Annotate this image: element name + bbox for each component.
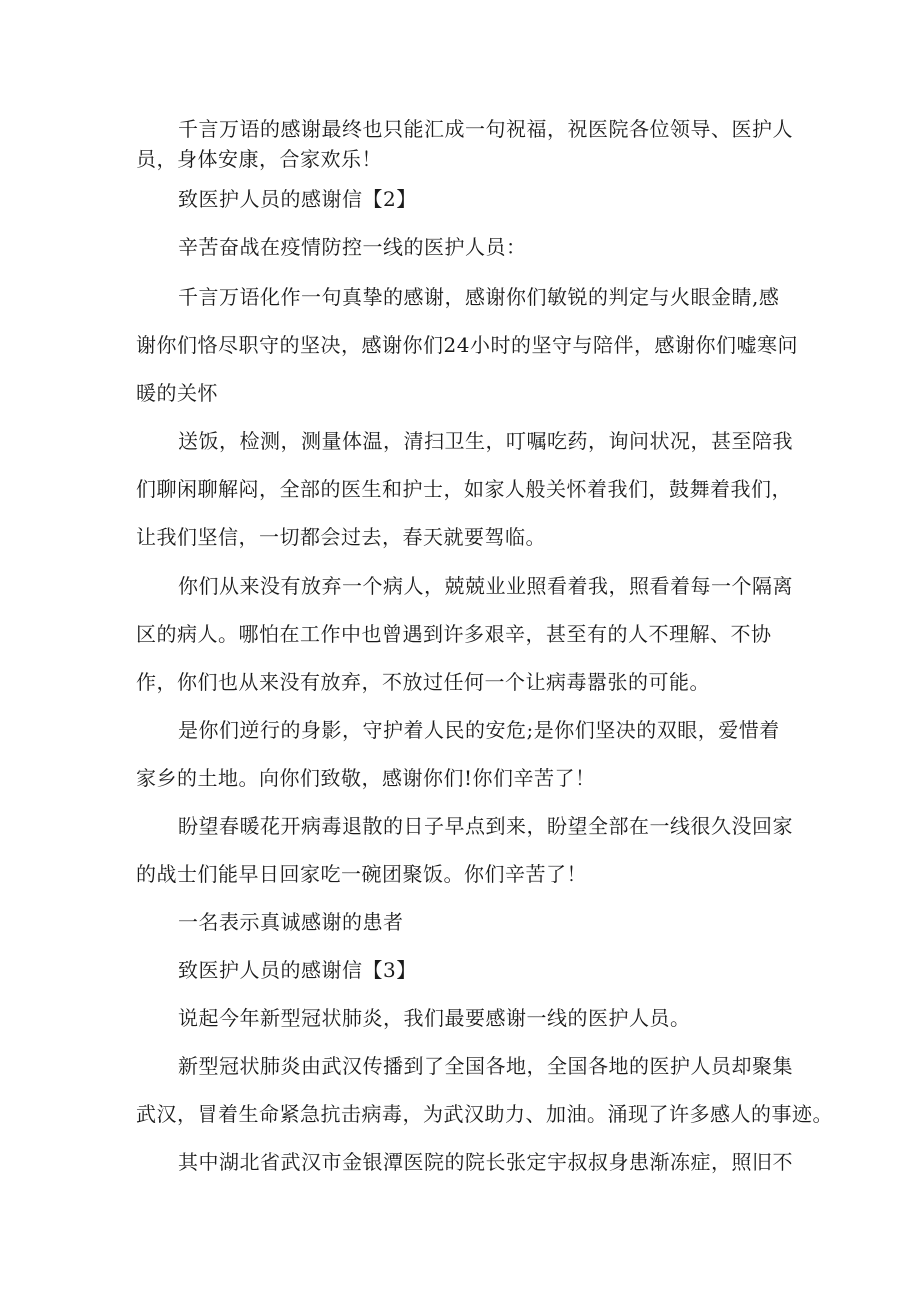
text-line: 家乡的土地。向你们致敬，感谢你们!你们辛苦了！ bbox=[136, 766, 596, 790]
text-line: 盼望春暖花开病毒退散的日子早点到来，盼望全部在一线很久没回家 bbox=[178, 814, 793, 838]
text-line: 新型冠状肺炎由武汉传播到了全国各地，全国各地的医护人员却聚集 bbox=[178, 1054, 793, 1078]
signature: 一名表示真诚感谢的患者 bbox=[178, 910, 404, 934]
text-line: 的战士们能早日回家吃一碗团聚饭。你们辛苦了！ bbox=[136, 862, 587, 886]
text-line: 谢你们恪尽职守的坚决，感谢你们24小时的坚守与陪伴，感谢你们嘘寒问 bbox=[136, 333, 798, 357]
letter-heading: 致医护人员的感谢信【3】 bbox=[178, 958, 417, 982]
text-line: 区的病人。哪怕在工作中也曾遇到许多艰辛，甚至有的人不理解、不协 bbox=[136, 622, 772, 646]
text-line: 你们从来没有放弃一个病人，兢兢业业照看着我，照看着每一个隔离 bbox=[178, 574, 793, 598]
text-line: 说起今年新型冠状肺炎，我们最要感谢一线的医护人员。 bbox=[178, 1006, 691, 1030]
text-line: 千言万语化作一句真挚的感谢，感谢你们敏锐的判定与火眼金睛,感 bbox=[178, 285, 780, 309]
text-line: 作，你们也从来没有放弃，不放过任何一个让病毒嚣张的可能。 bbox=[136, 670, 710, 694]
text-line: 们聊闲聊解闷，全部的医生和护士，如家人般关怀着我们，鼓舞着我们， bbox=[136, 477, 792, 501]
letter-heading: 致医护人员的感谢信【2】 bbox=[178, 187, 417, 211]
text-line: 员，身体安康，合家欢乐！ bbox=[136, 147, 382, 171]
text-line: 千言万语的感谢最终也只能汇成一句祝福，祝医院各位领导、医护人 bbox=[178, 117, 793, 141]
text-line: 其中湖北省武汉市金银潭医院的院长张定宇叔叔身患渐冻症，照旧不 bbox=[178, 1150, 793, 1174]
text-line: 武汉，冒着生命紧急抗击病毒，为武汉助力、加油。涌现了许多感人的事迹。 bbox=[136, 1102, 833, 1126]
text-line: 让我们坚信，一切都会过去，春天就要驾临。 bbox=[136, 525, 546, 549]
text-line: 送饭，检测，测量体温，清扫卫生，叮嘱吃药，询问状况，甚至陪我 bbox=[178, 429, 793, 453]
text-line: 暖的关怀 bbox=[136, 381, 218, 405]
text-line: 是你们逆行的身影，守护着人民的安危;是你们坚决的双眼，爱惜着 bbox=[178, 718, 780, 742]
salutation: 辛苦奋战在疫情防控一线的医护人员： bbox=[178, 235, 527, 259]
